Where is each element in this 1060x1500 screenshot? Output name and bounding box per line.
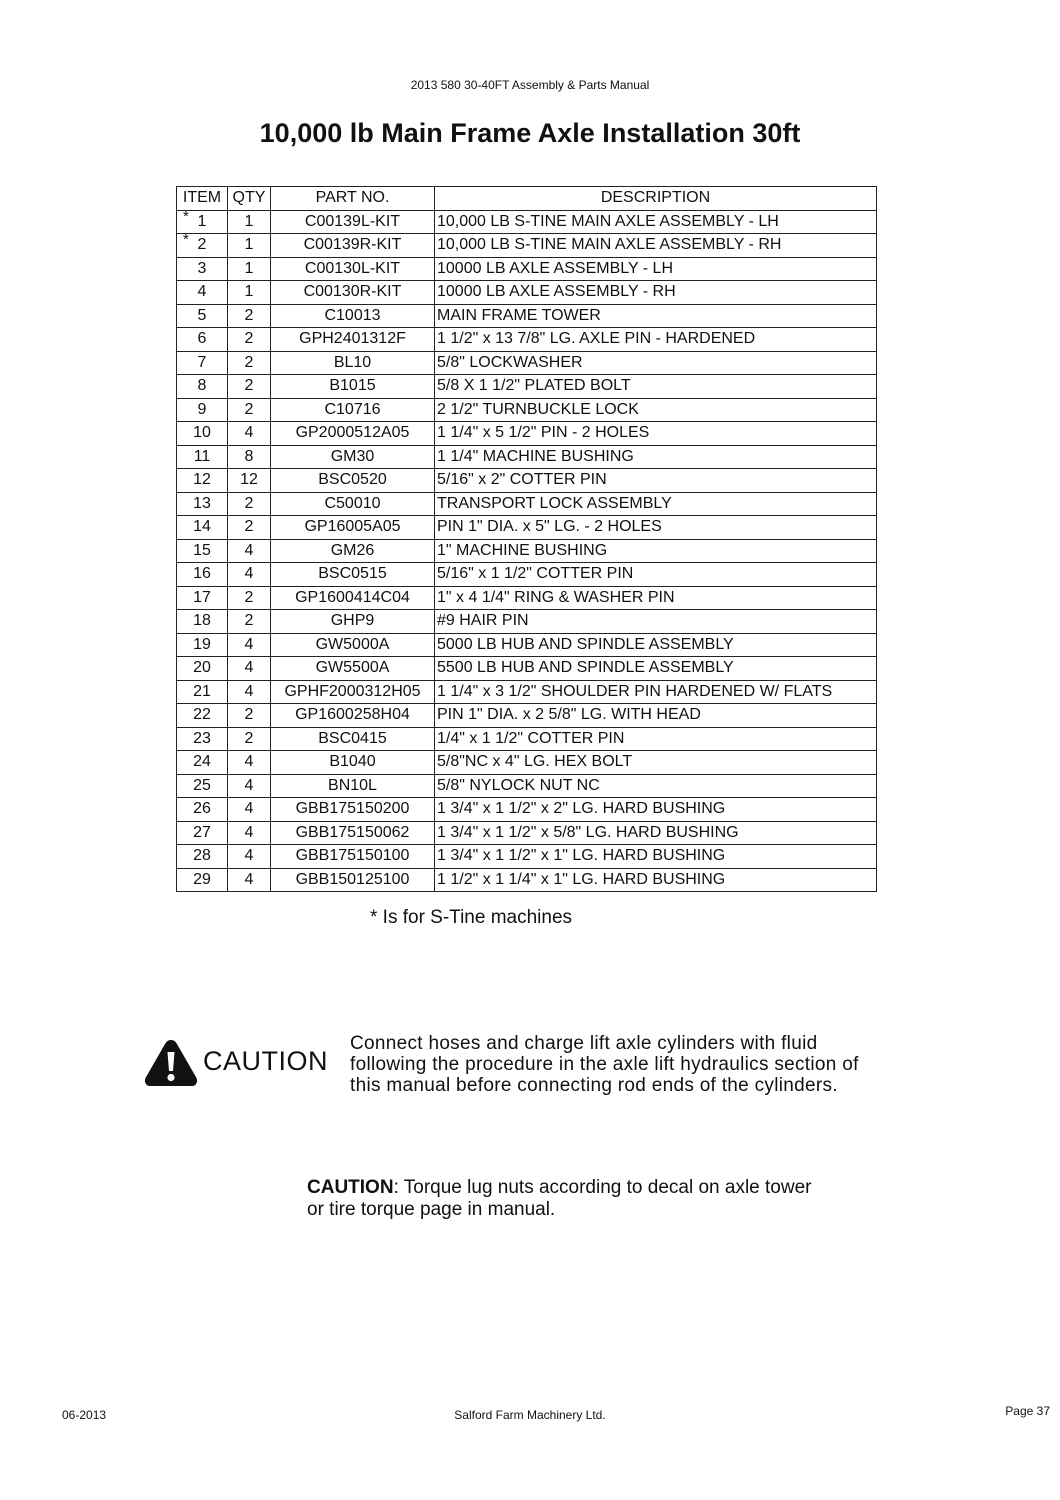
description-cell	[435, 610, 877, 634]
part-number-cell-text: GM26	[330, 541, 375, 559]
table-row	[177, 445, 877, 469]
description-cell	[435, 727, 877, 751]
item-cell	[177, 422, 228, 446]
part-number-cell	[271, 469, 435, 493]
item-cell-text: 24	[193, 753, 211, 771]
part-number-cell-text: BL10	[333, 353, 372, 371]
qty-cell	[228, 328, 271, 352]
qty-cell	[228, 304, 271, 328]
description-cell	[435, 868, 877, 892]
table-row	[177, 845, 877, 869]
description-cell-text: 1 1/2" x 1 1/4" x 1" LG. HARD BUSHING	[437, 870, 726, 888]
part-number-cell	[271, 351, 435, 375]
qty-cell	[228, 257, 271, 281]
part-number-cell	[271, 821, 435, 845]
part-number-cell	[271, 257, 435, 281]
qty-cell	[228, 375, 271, 399]
item-cell-text: 22	[193, 706, 211, 724]
description-cell-text: 1 3/4" x 1 1/2" x 5/8" LG. HARD BUSHING	[437, 823, 739, 841]
item-cell	[177, 210, 228, 234]
part-number-cell-text: GBB175150200	[295, 800, 410, 818]
qty-cell-text: 2	[244, 518, 254, 536]
part-number-cell-text: BSC0520	[318, 471, 387, 489]
item-cell-text: 5	[197, 306, 207, 324]
qty-cell-text: 2	[244, 612, 254, 630]
qty-cell-text: 2	[244, 377, 254, 395]
qty-cell	[228, 563, 271, 587]
description-cell-text: 1 1/4" MACHINE BUSHING	[437, 447, 634, 465]
table-row	[177, 657, 877, 681]
part-number-cell	[271, 798, 435, 822]
item-cell	[177, 257, 228, 281]
part-number-cell	[271, 563, 435, 587]
part-number-cell	[271, 704, 435, 728]
table-row	[177, 751, 877, 775]
description-cell-text: 5000 LB HUB AND SPINDLE ASSEMBLY	[437, 635, 734, 653]
part-number-cell-text: C00130L-KIT	[304, 259, 401, 277]
qty-cell-text: 4	[244, 823, 254, 841]
part-number-cell	[271, 398, 435, 422]
qty-cell-text: 2	[244, 494, 254, 512]
part-number-cell-text: GBB150125100	[295, 870, 410, 888]
caution-block	[143, 1033, 943, 1096]
part-number-cell-text: BN10L	[328, 776, 377, 794]
header-part-no: PART NO.	[271, 187, 435, 211]
item-cell-text: 25	[193, 776, 211, 794]
qty-cell-text: 4	[244, 682, 254, 700]
description-cell	[435, 281, 877, 305]
description-cell	[435, 375, 877, 399]
description-cell	[435, 351, 877, 375]
qty-cell-text: 2	[244, 729, 254, 747]
part-number-cell	[271, 774, 435, 798]
qty-cell-text: 4	[244, 424, 254, 442]
qty-cell-text: 2	[244, 306, 254, 324]
qty-cell	[228, 516, 271, 540]
qty-cell-text: 2	[244, 706, 254, 724]
item-cell	[177, 469, 228, 493]
description-cell-text: PIN 1" DIA. x 5" LG. - 2 HOLES	[437, 518, 662, 536]
description-cell	[435, 210, 877, 234]
qty-cell	[228, 633, 271, 657]
header-item: ITEM	[177, 187, 228, 211]
qty-cell	[228, 210, 271, 234]
description-cell-text: #9 HAIR PIN	[437, 612, 529, 630]
part-number-cell	[271, 680, 435, 704]
table-row	[177, 633, 877, 657]
qty-cell	[228, 539, 271, 563]
parts-table	[176, 186, 877, 892]
item-cell	[177, 774, 228, 798]
table-row	[177, 586, 877, 610]
item-cell	[177, 845, 228, 869]
item-cell-text: 20	[193, 659, 211, 677]
part-number-cell-text: BSC0415	[318, 729, 387, 747]
table-row	[177, 868, 877, 892]
qty-cell	[228, 469, 271, 493]
part-number-cell-text: GW5500A	[315, 659, 390, 677]
part-number-cell	[271, 422, 435, 446]
part-number-cell-text: GM30	[330, 447, 375, 465]
torque-note	[307, 1177, 827, 1221]
qty-cell-text: 2	[244, 400, 254, 418]
description-cell-text: MAIN FRAME TOWER	[437, 306, 601, 324]
item-cell-text: 28	[193, 847, 211, 865]
part-number-cell	[271, 586, 435, 610]
part-number-cell-text: C50010	[324, 494, 381, 512]
part-number-cell-text: GBB175150100	[295, 847, 410, 865]
part-number-cell	[271, 610, 435, 634]
part-number-cell	[271, 845, 435, 869]
qty-cell	[228, 774, 271, 798]
qty-cell-text: 4	[244, 800, 254, 818]
part-number-cell	[271, 868, 435, 892]
description-cell	[435, 845, 877, 869]
item-cell	[177, 704, 228, 728]
part-number-cell	[271, 657, 435, 681]
footer-company: Salford Farm Machinery Ltd.	[454, 1408, 606, 1422]
part-number-cell-text: GBB175150062	[295, 823, 410, 841]
part-number-cell-text: GW5000A	[315, 635, 390, 653]
item-cell-text: 29	[193, 870, 211, 888]
description-cell	[435, 445, 877, 469]
manual-title: 2013 580 30-40FT Assembly & Parts Manual	[410, 78, 650, 92]
description-cell-text: 1 1/4" x 3 1/2" SHOULDER PIN HARDENED W/ FLATS	[437, 682, 833, 700]
item-cell-text: 9	[197, 400, 207, 418]
qty-cell-text: 2	[244, 588, 254, 606]
description-cell-text: 5/8 X 1 1/2" PLATED BOLT	[437, 377, 631, 395]
part-number-cell-text: C00139L-KIT	[304, 212, 401, 230]
item-cell-text: 19	[193, 635, 211, 653]
item-cell-text: 8	[197, 377, 207, 395]
part-number-cell-text: GHP9	[330, 612, 375, 630]
description-cell-text: 1" MACHINE BUSHING	[437, 541, 608, 559]
description-cell	[435, 234, 877, 258]
table-row	[177, 422, 877, 446]
table-row	[177, 821, 877, 845]
item-cell-text: 1	[197, 212, 207, 230]
description-cell-text: 2 1/2" TURNBUCKLE LOCK	[437, 400, 639, 418]
torque-caution-text: : Torque lug nuts according to decal on axle tower or tire torque page in manual.	[307, 1177, 812, 1220]
item-cell	[177, 821, 228, 845]
description-cell-text: 5/8"NC x 4" LG. HEX BOLT	[437, 753, 633, 771]
table-row	[177, 727, 877, 751]
qty-cell-text: 4	[244, 565, 254, 583]
qty-cell-text: 1	[244, 283, 254, 301]
part-number-cell-text: GP1600414C04	[295, 588, 410, 606]
qty-cell	[228, 751, 271, 775]
footer-page-number: Page 37	[1005, 1404, 1050, 1418]
description-cell	[435, 657, 877, 681]
part-number-cell-text: GP1600258H04	[295, 706, 410, 724]
part-number-cell	[271, 727, 435, 751]
description-cell	[435, 469, 877, 493]
table-row	[177, 234, 877, 258]
footnote: * Is for S-Tine machines	[370, 907, 573, 928]
table-row	[177, 563, 877, 587]
qty-cell	[228, 727, 271, 751]
description-cell	[435, 751, 877, 775]
description-cell	[435, 398, 877, 422]
item-cell	[177, 351, 228, 375]
description-cell	[435, 774, 877, 798]
table-row	[177, 469, 877, 493]
item-cell	[177, 563, 228, 587]
qty-cell	[228, 422, 271, 446]
table-row	[177, 210, 877, 234]
part-number-cell-text: GP16005A05	[304, 518, 401, 536]
table-row	[177, 798, 877, 822]
table-row	[177, 304, 877, 328]
table-row	[177, 680, 877, 704]
qty-cell	[228, 398, 271, 422]
item-cell-text: 27	[193, 823, 211, 841]
item-cell	[177, 610, 228, 634]
qty-cell-text: 2	[244, 330, 254, 348]
qty-cell	[228, 704, 271, 728]
qty-cell-text: 4	[244, 753, 254, 771]
item-cell	[177, 727, 228, 751]
part-number-cell-text: GPHF2000312H05	[284, 682, 421, 700]
item-cell-text: 10	[193, 424, 211, 442]
qty-cell-text: 4	[244, 635, 254, 653]
qty-cell	[228, 351, 271, 375]
item-cell-text: 12	[193, 471, 211, 489]
description-cell	[435, 257, 877, 281]
qty-cell	[228, 281, 271, 305]
qty-cell	[228, 821, 271, 845]
table-row	[177, 257, 877, 281]
description-cell	[435, 328, 877, 352]
description-cell	[435, 821, 877, 845]
qty-cell-text: 1	[244, 212, 254, 230]
footer-date: 06-2013	[62, 1408, 107, 1422]
table-row	[177, 351, 877, 375]
item-cell-text: 21	[193, 682, 211, 700]
part-number-cell	[271, 210, 435, 234]
description-cell-text: 10000 LB AXLE ASSEMBLY - RH	[437, 283, 676, 301]
description-cell-text: 1" x 4 1/4" RING & WASHER PIN	[437, 588, 675, 606]
part-number-cell	[271, 375, 435, 399]
part-number-cell	[271, 516, 435, 540]
qty-cell-text: 4	[244, 776, 254, 794]
table-header-row	[177, 187, 877, 211]
description-cell-text: 5/16" x 2" COTTER PIN	[437, 471, 607, 489]
description-cell-text: 5/16" x 1 1/2" COTTER PIN	[437, 565, 634, 583]
qty-cell-text: 2	[244, 353, 254, 371]
qty-cell	[228, 492, 271, 516]
item-cell-text: 14	[193, 518, 211, 536]
qty-cell	[228, 845, 271, 869]
item-cell-text: 18	[193, 612, 211, 630]
footnote-star: *	[183, 233, 189, 248]
item-cell	[177, 751, 228, 775]
part-number-cell	[271, 633, 435, 657]
part-number-cell-text: GPH2401312F	[299, 330, 406, 348]
qty-cell	[228, 798, 271, 822]
item-cell-text: 26	[193, 800, 211, 818]
qty-cell	[228, 445, 271, 469]
caution-text: Connect hoses and charge lift axle cylinders with fluid following the procedure in the axle lift hydraulics section of this manual before connecting rod ends of the cylinders.	[350, 1033, 859, 1096]
caution-label: CAUTION	[203, 1046, 328, 1076]
qty-cell-text: 12	[240, 471, 258, 489]
part-number-cell-text: C10013	[324, 306, 381, 324]
qty-cell-text: 4	[244, 659, 254, 677]
item-cell	[177, 680, 228, 704]
qty-cell-text: 4	[244, 847, 254, 865]
description-cell-text: 10,000 LB S-TINE MAIN AXLE ASSEMBLY - LH	[437, 212, 779, 230]
table-row	[177, 328, 877, 352]
item-cell	[177, 657, 228, 681]
item-cell	[177, 633, 228, 657]
warning-triangle-icon	[143, 1038, 199, 1088]
description-cell	[435, 304, 877, 328]
table-row	[177, 774, 877, 798]
table-row	[177, 610, 877, 634]
item-cell-text: 23	[193, 729, 211, 747]
torque-caution-label: CAUTION	[307, 1177, 394, 1198]
table-row	[177, 516, 877, 540]
description-cell	[435, 680, 877, 704]
item-cell	[177, 516, 228, 540]
item-cell-text: 16	[193, 565, 211, 583]
part-number-cell	[271, 304, 435, 328]
description-cell-text: 1/4" x 1 1/2" COTTER PIN	[437, 729, 625, 747]
parts-table-body	[177, 210, 877, 892]
description-cell-text: 1 3/4" x 1 1/2" x 1" LG. HARD BUSHING	[437, 847, 726, 865]
description-cell-text: 5/8" NYLOCK NUT NC	[437, 776, 600, 794]
description-cell	[435, 586, 877, 610]
part-number-cell	[271, 281, 435, 305]
qty-cell	[228, 680, 271, 704]
item-cell-text: 13	[193, 494, 211, 512]
item-cell	[177, 868, 228, 892]
part-number-cell	[271, 234, 435, 258]
description-cell	[435, 516, 877, 540]
part-number-cell-text: GP2000512A05	[295, 424, 410, 442]
part-number-cell	[271, 328, 435, 352]
description-cell-text: PIN 1" DIA. x 2 5/8" LG. WITH HEAD	[437, 706, 701, 724]
description-cell-text: 5/8" LOCKWASHER	[437, 353, 583, 371]
item-cell-text: 17	[193, 588, 211, 606]
page-title: 10,000 lb Main Frame Axle Installation 30ft	[259, 118, 801, 148]
description-cell	[435, 633, 877, 657]
qty-cell-text: 1	[244, 259, 254, 277]
header-qty: QTY	[228, 187, 271, 211]
qty-cell	[228, 868, 271, 892]
qty-cell-text: 4	[244, 870, 254, 888]
item-cell	[177, 445, 228, 469]
description-cell-text: 5500 LB HUB AND SPINDLE ASSEMBLY	[437, 659, 734, 677]
part-number-cell-text: C10716	[324, 400, 381, 418]
qty-cell-text: 4	[244, 541, 254, 559]
part-number-cell-text: B1040	[329, 753, 376, 771]
qty-cell	[228, 586, 271, 610]
item-cell-text: 7	[197, 353, 207, 371]
table-row	[177, 398, 877, 422]
item-cell-text: 6	[197, 330, 207, 348]
item-cell-text: 11	[193, 447, 211, 465]
item-cell	[177, 586, 228, 610]
qty-cell	[228, 234, 271, 258]
item-cell-text: 2	[197, 236, 207, 254]
header-description: DESCRIPTION	[435, 187, 877, 211]
item-cell	[177, 328, 228, 352]
item-cell-text: 15	[193, 541, 211, 559]
description-cell-text: 1 1/4" x 5 1/2" PIN - 2 HOLES	[437, 424, 650, 442]
qty-cell-text: 8	[244, 447, 254, 465]
item-cell	[177, 234, 228, 258]
part-number-cell	[271, 492, 435, 516]
description-cell	[435, 798, 877, 822]
description-cell	[435, 563, 877, 587]
item-cell-text: 3	[197, 259, 207, 277]
qty-cell-text: 1	[244, 236, 254, 254]
item-cell	[177, 375, 228, 399]
part-number-cell	[271, 539, 435, 563]
description-cell-text: TRANSPORT LOCK ASSEMBLY	[437, 494, 672, 512]
table-row	[177, 281, 877, 305]
description-cell	[435, 492, 877, 516]
footnote-star: *	[183, 210, 189, 225]
part-number-cell-text: C00139R-KIT	[303, 236, 402, 254]
qty-cell	[228, 657, 271, 681]
description-cell	[435, 539, 877, 563]
part-number-cell	[271, 445, 435, 469]
description-cell-text: 1 3/4" x 1 1/2" x 2" LG. HARD BUSHING	[437, 800, 726, 818]
item-cell	[177, 492, 228, 516]
part-number-cell	[271, 751, 435, 775]
part-number-cell-text: C00130R-KIT	[303, 283, 402, 301]
description-cell-text: 10000 LB AXLE ASSEMBLY - LH	[437, 259, 673, 277]
part-number-cell-text: B1015	[329, 377, 376, 395]
part-number-cell-text: BSC0515	[318, 565, 387, 583]
item-cell-text: 4	[197, 283, 207, 301]
table-row	[177, 704, 877, 728]
description-cell-text: 1 1/2" x 13 7/8" LG. AXLE PIN - HARDENED	[437, 330, 756, 348]
item-cell	[177, 539, 228, 563]
item-cell	[177, 398, 228, 422]
table-row	[177, 375, 877, 399]
item-cell	[177, 304, 228, 328]
description-cell	[435, 422, 877, 446]
description-cell	[435, 704, 877, 728]
item-cell	[177, 798, 228, 822]
table-row	[177, 492, 877, 516]
qty-cell	[228, 610, 271, 634]
table-row	[177, 539, 877, 563]
item-cell	[177, 281, 228, 305]
description-cell-text: 10,000 LB S-TINE MAIN AXLE ASSEMBLY - RH	[437, 236, 782, 254]
